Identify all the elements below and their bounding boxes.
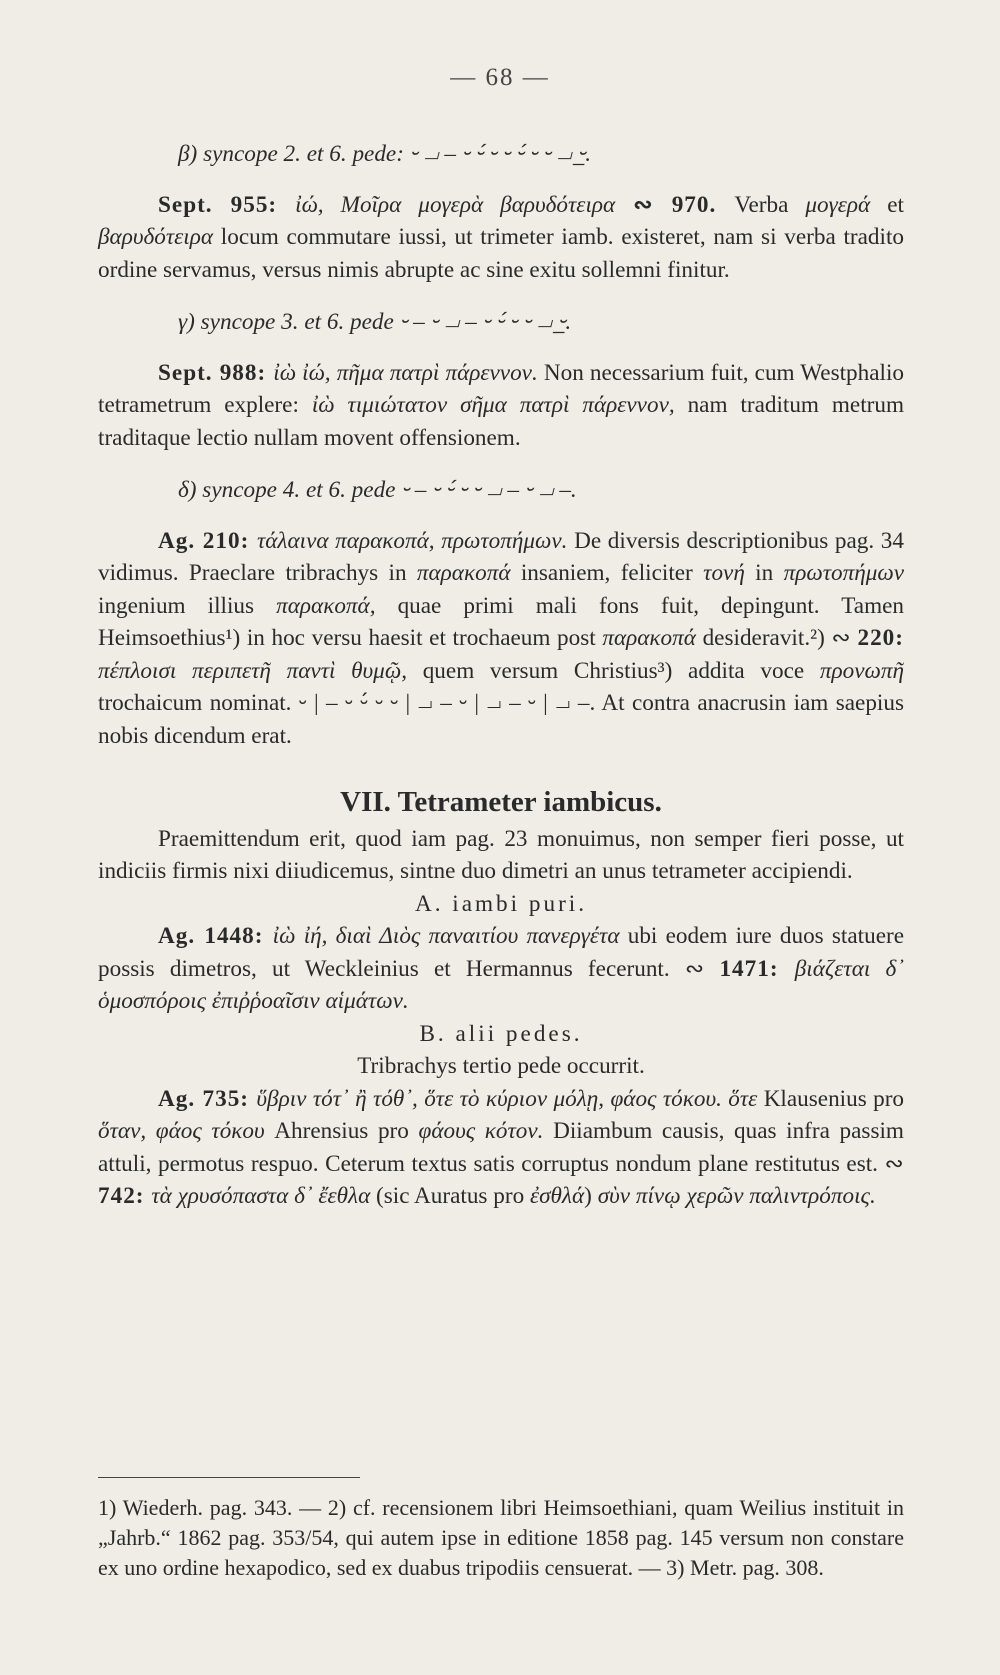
greek-quote: παρακοπά, <box>276 592 376 619</box>
text-run: quae primi mali fons fuit, depingunt. Tamen Heimsoethius¹) in hoc versu haesit et trochaeum post <box>98 592 904 651</box>
footnotes <box>98 1493 904 1583</box>
page-number: — 68 — <box>450 64 550 91</box>
scheme-text: β) syncope 2. et 6. pede: ⏑ ⏗ – ⏑ ⏑́ ⏑ ⏑ ⏑́ ⏑ ⏑ ⏗ ⏑̲. <box>178 141 591 167</box>
metrical-scheme <box>98 474 904 507</box>
greek-quote: βαρυδότειρα <box>98 224 214 250</box>
paragraph <box>98 1083 904 1213</box>
text-run: trochaicum nominat. ⏑ | – ⏑ ⏑́ ⏑ ⏑ | ⏗ – ⏑ | ⏗ – ⏑ | ⏗ –. At contra anacrusin iam saepius nobis dicendum erat. <box>98 690 904 749</box>
text-run: nam traditum metrum traditaque lectio nullam movent offensionem. <box>98 392 904 451</box>
text-run: Diiambum causis, quas infra passim attuli, permotus respuo. Ceterum textus satis corruptus nondum plane restitutus est. ∾ <box>98 1118 904 1177</box>
text-run: locum commutare iussi, ut trimeter iamb. existeret, nam si verba tradito ordine servamus, versus nimis abrupte ac sine exitu sollemni finitur. <box>98 224 904 283</box>
greek-quote: τάλαινα παρακοπά, πρωτοπήμων. <box>256 527 568 554</box>
verse-reference: Ag. 735: <box>158 1085 257 1112</box>
greek-quote: παρακοπά <box>416 560 511 586</box>
section-heading: A. iambi puri. <box>414 890 588 917</box>
greek-quote: πέπλοισι περιπετῆ παντὶ θυμῷ, <box>98 657 407 684</box>
section-heading: B. alii pedes. <box>419 1020 583 1047</box>
greek-quote: μογερά <box>805 191 871 218</box>
metrical-scheme <box>98 306 904 339</box>
verse-reference: 742: <box>98 1183 152 1209</box>
text-run: et <box>870 191 905 218</box>
paragraph <box>98 357 904 455</box>
verse-reference: Sept. 988: <box>158 359 274 386</box>
greek-quote: ὕβριν τότ᾽ ἢ τόθ᾽, ὅτε τὸ κύριον μόλῃ, φάος τόκου. <box>256 1085 722 1112</box>
greek-quote: ἰὼ ἰώ, πῆμα πατρὶ πάρεννον. <box>273 359 538 386</box>
scheme-text: δ) syncope 4. et 6. pede ⏑ – ⏑ ⏑́ ⏑ ⏑ ⏗ – ⏑ ⏗ –. <box>178 477 577 503</box>
greek-quote: σὺν πίνῳ χερῶν παλιντρόποις. <box>597 1183 876 1209</box>
greek-quote: ὅτε <box>728 1085 758 1112</box>
footnote-text: 1) Wiederh. pag. 343. — 2) cf. recensionem libri Heimsoethiani, quam Weilius instituit in „Jahrb.“ 1862 pag. 353/54, qui autem ipse in editione 1858 pag. 145 versum non constare ex uno ordine hexapodico, sed ex duabus tripodiis censuerat. — 3) Metr. pag. 308. <box>98 1495 904 1580</box>
text-run: (sic Auratus pro <box>370 1183 530 1209</box>
greek-quote: βιάζεται δ᾽ ὁμοσπόροις ἐπιῤῥοαῖσιν αἱμάτων. <box>98 955 904 1014</box>
text-run: ingenium illius <box>98 592 277 619</box>
paragraph <box>98 823 904 888</box>
greek-quote: προνωπῆ <box>819 657 904 684</box>
text-run: desideravit.²) ∾ <box>695 625 858 651</box>
text-run: Praemittendum erit, quod iam pag. 23 monuimus, non semper fieri posse, ut indiciis firmis nixi diiudicemus, sintne duo dimetri an unus tetrameter accipiendi. <box>98 825 904 884</box>
text-run: in <box>744 560 784 586</box>
text-run: Non necessarium fuit, cum Westphalio tetrametrum explere: <box>98 359 904 418</box>
greek-quote: πρωτοπήμων <box>783 560 905 586</box>
verse-reference: Sept. 955: <box>158 191 296 218</box>
main-text <box>98 118 904 1213</box>
verse-reference: Ag. 210: <box>158 527 257 554</box>
text-run: insaniem, feliciter <box>510 560 704 586</box>
greek-quote: ἰὼ ἰή, διαὶ Διὸς παναιτίου πανεργέτα <box>272 923 620 949</box>
greek-quote: ἐσθλά <box>529 1183 585 1209</box>
verse-reference: ∾ 970. <box>615 191 735 218</box>
verse-reference: Ag. 1448: <box>158 923 273 949</box>
text-run: De diversis descriptionibus pag. 34 vidimus. Praeclare tribrachys in <box>98 527 904 586</box>
text-run: ) <box>584 1183 598 1209</box>
section-heading: Tribrachys tertio pede occurrit. <box>357 1053 645 1079</box>
greek-quote: φάους κότον. <box>418 1118 544 1144</box>
text-run: quem versum Christius³) addita voce <box>407 657 820 684</box>
greek-quote: ὅταν, φάος τόκου <box>98 1118 265 1144</box>
text-run: Klausenius pro <box>757 1085 905 1112</box>
greek-quote: τονή <box>703 560 745 586</box>
greek-quote: τὰ χρυσόπαστα δ᾽ ἔεθλα <box>151 1183 371 1209</box>
verse-reference: 1471: <box>719 955 795 982</box>
paragraph <box>98 525 904 753</box>
greek-quote: ἰώ, Μοῖρα μογερὰ βαρυδότειρα <box>295 191 616 218</box>
text-run: ubi eodem iure duos statuere possis dimetros, ut Weckleinius et Hermannus fecerunt. ∾ <box>98 923 904 982</box>
text-run: Verba <box>734 191 806 218</box>
paragraph <box>98 920 904 1018</box>
paragraph <box>98 189 904 287</box>
scheme-text: γ) syncope 3. et 6. pede ⏑ – ⏑ ⏗ – ⏑ ⏑́ ⏑ ⏑ ⏗ ⏑̲. <box>178 309 572 335</box>
metrical-scheme <box>98 138 904 171</box>
text-run: Ahrensius pro <box>264 1118 419 1144</box>
chapter-heading: VII. Tetrameter iambicus. <box>340 786 662 818</box>
verse-reference: 220: <box>857 625 904 651</box>
greek-quote: παρακοπά <box>602 625 696 651</box>
footnote-rule <box>98 1477 360 1478</box>
greek-quote: ἰὼ τιμιώτατον σῆμα πατρὶ πάρεννον, <box>311 392 675 418</box>
